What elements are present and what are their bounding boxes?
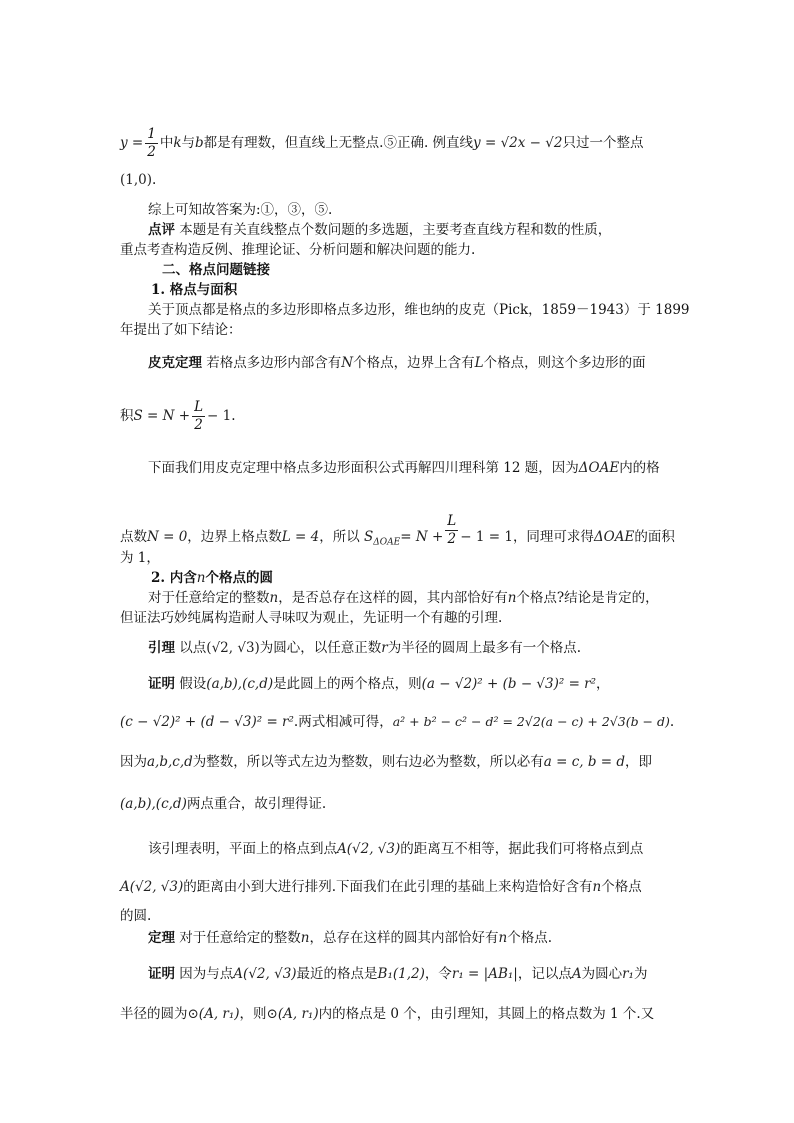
subsection-heading-1: 1. 格点与面积 <box>151 282 238 298</box>
line-12 <box>148 458 708 478</box>
text: ，同理可求得 <box>512 529 594 545</box>
math-area-eq: = N + <box>400 529 444 545</box>
fraction-denominator: 2 <box>194 417 203 433</box>
math-difference-eq: a² + b² − c² − d² = 2√2(a − c) + 2√3(b − d) <box>392 714 670 729</box>
math-k: k <box>173 135 182 151</box>
text: .两式相减可得， <box>293 714 393 730</box>
math-n: n <box>592 879 602 895</box>
label-lemma: 引理 <box>148 640 175 656</box>
label-comment: 点评 <box>148 222 175 238</box>
math-point: (1,0) <box>120 172 153 188</box>
math-minus-one: − 1 <box>207 408 232 424</box>
math-area-lhs: S = N + <box>133 408 191 424</box>
text: ，则 <box>239 1006 267 1022</box>
math-N: N <box>341 355 354 371</box>
math-S: S <box>364 529 374 545</box>
text: 积 <box>120 408 134 424</box>
text: 个格点的圆 <box>205 570 273 586</box>
text: 内的格点是 0 个，由引理知，其圆上的格点数为 1 个.又 <box>318 1006 655 1022</box>
math-point-B1: B₁(1,2) <box>377 966 425 982</box>
text: 的距离互不相等，据此我们可将格点到点 <box>400 841 644 857</box>
fraction-numerator: 1 <box>147 126 156 142</box>
line-20 <box>120 712 680 732</box>
fraction-denominator: 2 <box>147 144 156 160</box>
text: 对于任意给定的整数 <box>179 930 301 946</box>
line-10 <box>148 353 708 373</box>
math-circle-eq-1: (a − √2)² + (b − √3)² = r² <box>421 676 597 692</box>
text: 只过一个整点 <box>562 135 644 151</box>
text: 个格点，则这个多边形的面 <box>483 355 646 371</box>
text: . <box>231 408 236 424</box>
math-abcd: a,b,c,d <box>147 754 193 770</box>
math-point-A: A(√2, √3) <box>337 841 401 857</box>
text: ， <box>596 676 610 692</box>
text: ，即 <box>625 754 653 770</box>
math-circle-A-r1: ⊙(A, r₁) <box>187 1006 240 1022</box>
text: 是此圆上的两个格点，则 <box>273 676 422 692</box>
label-theorem: 定理 <box>148 930 175 946</box>
math-eq-one: − 1 = 1 <box>460 529 513 545</box>
math-two-points: (a,b),(c,d) <box>206 676 274 692</box>
line-23 <box>148 839 708 859</box>
math-n: n <box>498 930 508 946</box>
text: 以点 <box>179 640 207 656</box>
line-9: 年提出了如下结论： <box>120 322 242 338</box>
text: 都是有理数，但直线上无整点.⑤正确. 例直线 <box>203 135 474 151</box>
math-line-equation: y = √2x − √2 <box>473 135 563 151</box>
math-center-point: (√2, √3) <box>206 640 260 656</box>
text: ，记以点 <box>517 966 572 982</box>
text: 2. 内含 <box>151 570 197 586</box>
math-circle-A-r1: ⊙(A, r₁) <box>266 1006 319 1022</box>
text: ，边界上格点数 <box>187 529 282 545</box>
math-r1: r₁ <box>622 966 634 982</box>
line-8: 关于顶点都是格点的多边形即格点多边形，维也纳的皮克（Pick，1859－1943）于 1899 <box>148 302 690 318</box>
text: 假设 <box>179 676 207 692</box>
text: 两点重合，故引理得证. <box>186 796 327 812</box>
math-n: n <box>269 590 279 606</box>
text: ，令 <box>424 966 452 982</box>
text: ，是否总存在这样的圆，其内部恰好有 <box>278 590 508 606</box>
text: 个格点. <box>507 930 552 946</box>
text: 本题是有关直线整点个数问题的多选题，主要考查直线方程和数的性质， <box>179 222 612 238</box>
text: 为圆心，以任意正数 <box>259 640 382 656</box>
subsection-heading-2 <box>151 568 711 588</box>
text: ，所以 <box>319 529 360 545</box>
math-triangle-oae: ΔOAE <box>578 460 620 476</box>
line-28 <box>120 1004 680 1024</box>
text: 与 <box>181 135 196 151</box>
math-A: A <box>571 966 582 982</box>
line-5: 重点考查构造反例、推理论证、分析问题和解决问题的能力. <box>120 242 476 258</box>
math-two-points: (a,b),(c,d) <box>120 796 187 812</box>
math-equalities: a = c, b = d <box>543 754 626 770</box>
line-13 <box>120 513 680 553</box>
line-17: 但证法巧妙纯属构造耐人寻味叹为观止，先证明一个有趣的引理. <box>120 610 503 626</box>
text: 对于任意给定的整数 <box>148 590 270 606</box>
line-27 <box>148 964 708 984</box>
math-L-four: L = 4 <box>281 529 320 545</box>
math-b: b <box>195 135 204 151</box>
math-r1-def: r₁ = |AB₁| <box>451 966 518 982</box>
text: . <box>152 172 157 188</box>
text: 个格点 <box>601 879 642 895</box>
math-n: n <box>196 570 206 586</box>
line-16 <box>148 588 708 608</box>
line-21 <box>120 752 680 772</box>
math-n: n <box>507 590 517 606</box>
fraction-numerator: L <box>194 399 204 415</box>
fraction-L-over-2 <box>445 513 458 548</box>
label-pick-theorem: 皮克定理 <box>148 355 202 371</box>
fraction-denominator: 2 <box>447 531 457 547</box>
line-3: 综上可知故答案为:①，③，⑤. <box>148 202 333 218</box>
line-14: 为 1， <box>120 550 160 566</box>
text: 个格点，边界上含有 <box>353 355 475 371</box>
math-y-eq: y = <box>120 135 144 151</box>
text: 中 <box>159 135 174 151</box>
math-subscript-oae: ΔOAE <box>373 537 401 548</box>
text: 为圆心 <box>581 966 623 982</box>
math-N-zero: N = 0 <box>147 529 188 545</box>
section-heading-2: 二、格点问题链接 <box>162 262 270 278</box>
line-4 <box>148 220 708 240</box>
math-circle-eq-2: (c − √2)² + (d − √3)² = r² <box>120 714 294 730</box>
fraction-L-over-2 <box>192 399 205 434</box>
text: 的距离由小到大进行排列.下面我们在此引理的基础上来构造恰好含有 <box>183 879 593 895</box>
math-L: L <box>474 355 484 371</box>
line-25: 的圆. <box>120 908 152 924</box>
text: 个格点?结论是肯定的， <box>516 590 659 606</box>
text: 最近的格点是 <box>296 966 378 982</box>
text: 该引理表明，平面上的格点到点 <box>148 841 337 857</box>
line-18 <box>148 638 708 658</box>
text: ，总存在这样的圆其内部恰好有 <box>309 930 499 946</box>
line-1 <box>120 126 680 161</box>
text: 为半径的圆周上最多有一个格点. <box>387 640 582 656</box>
label-proof: 证明 <box>148 676 175 692</box>
text: 的面积 <box>634 529 675 545</box>
text: 因为 <box>120 754 147 770</box>
line-11 <box>120 399 680 434</box>
text: 半径的圆为 <box>120 1006 188 1022</box>
text: . <box>669 714 675 730</box>
text: 为 <box>633 966 648 982</box>
line-24 <box>120 877 680 897</box>
math-r: r <box>381 640 388 656</box>
text: 点数 <box>120 529 147 545</box>
text: 下面我们用皮克定理中格点多边形面积公式再解四川理科第 12 题，因为 <box>148 460 579 476</box>
line-19 <box>148 674 708 694</box>
math-triangle-oae: ΔOAE <box>593 529 635 545</box>
text: 内的格 <box>619 460 660 476</box>
math-n: n <box>300 930 310 946</box>
label-proof: 证明 <box>148 966 175 982</box>
text: 若格点多边形内部含有 <box>206 355 342 371</box>
fraction-one-half <box>145 126 158 161</box>
line-22 <box>120 794 680 814</box>
line-26 <box>148 928 708 948</box>
line-2 <box>120 170 680 190</box>
text: 为整数，所以等式左边为整数，则右边必为整数，所以必有 <box>192 754 544 770</box>
fraction-numerator: L <box>447 513 457 529</box>
text: 因为与点 <box>179 966 234 982</box>
math-point-A: A(√2, √3) <box>233 966 297 982</box>
math-point-A: A(√2, √3) <box>120 879 184 895</box>
